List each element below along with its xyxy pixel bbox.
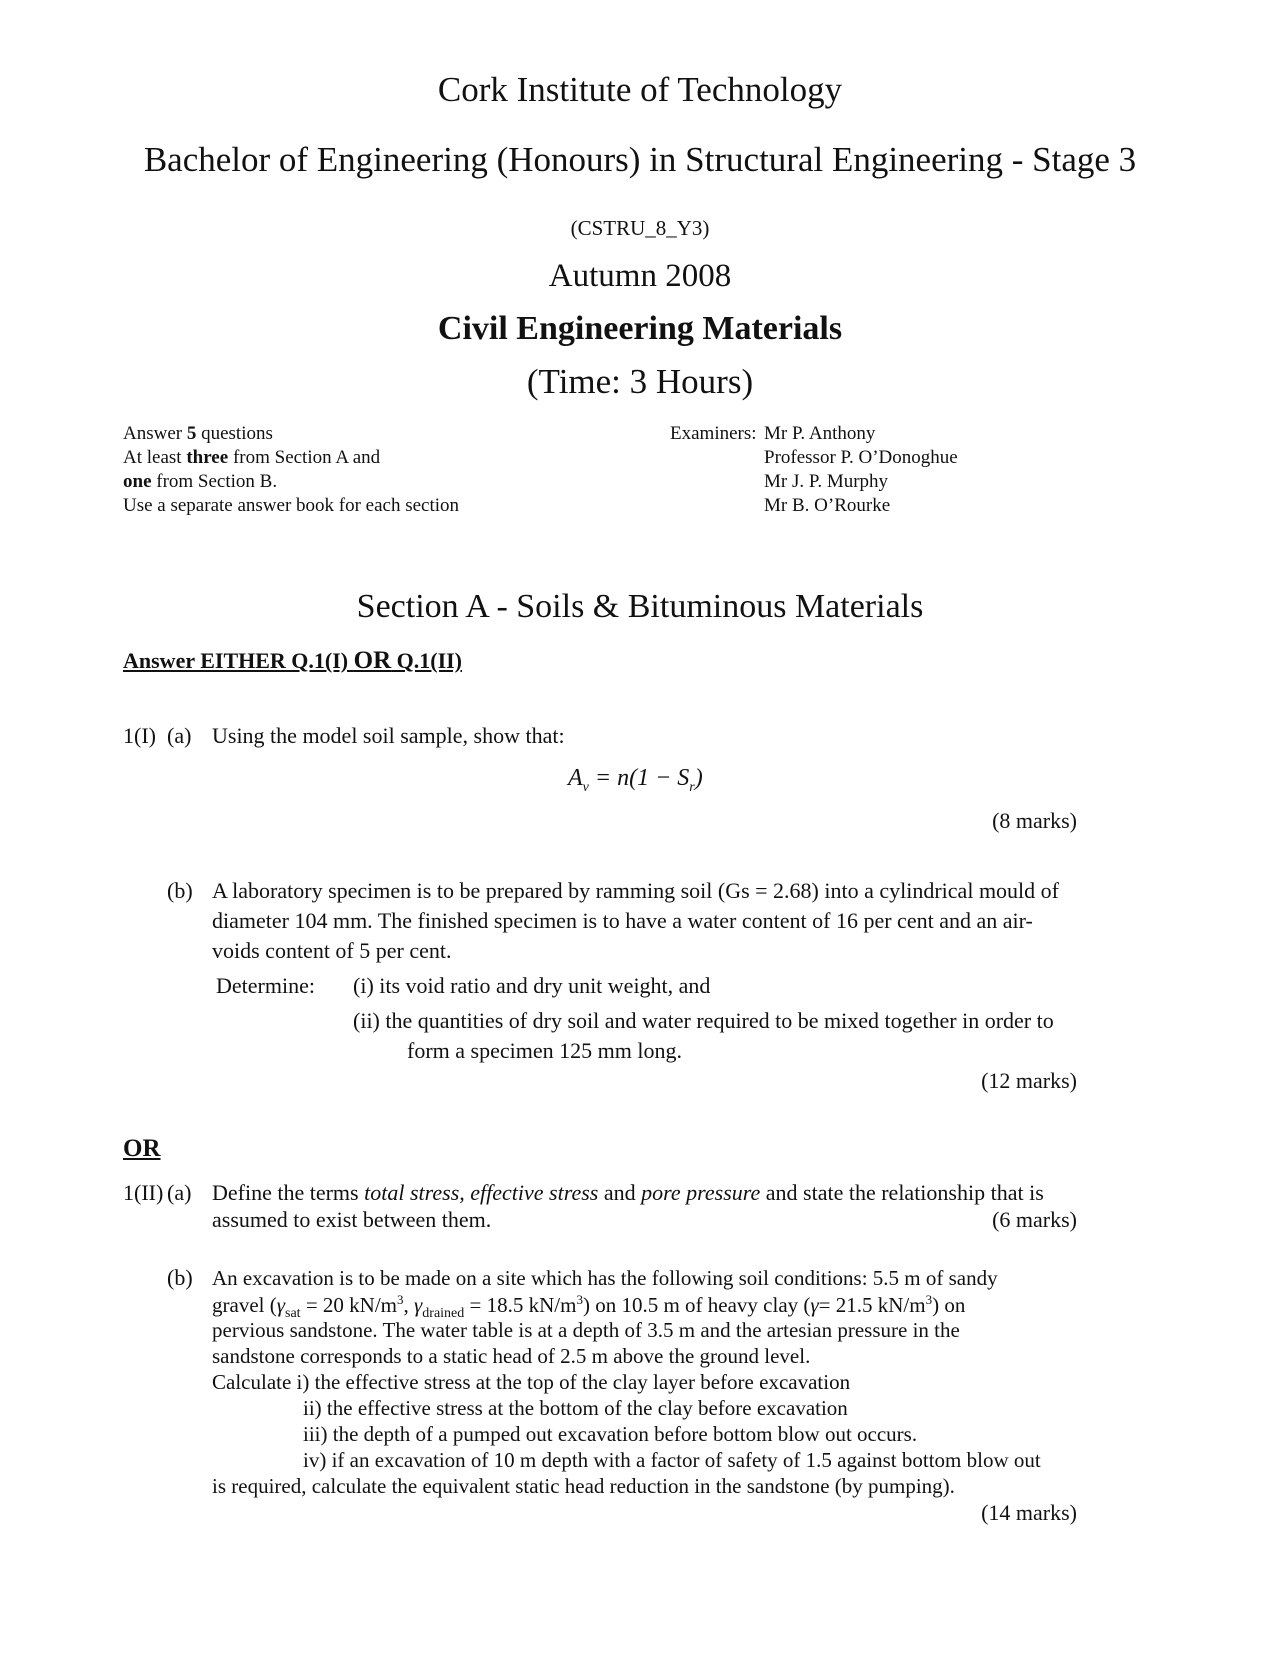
course-code: (CSTRU_8_Y3) — [570, 216, 710, 240]
part-a-text: Using the model soil sample, show that: — [212, 723, 565, 748]
part-a-text: assumed to exist between them. — [212, 1207, 492, 1232]
examiner-name: Professor P. O’Donoghue — [764, 447, 958, 468]
examiner-name: Mr P. Anthony — [764, 423, 876, 444]
part-b-line: A laboratory specimen is to be prepared by ramming soil (Gs = 2.68) into a cylindrical mould of — [212, 878, 1059, 903]
part-label: (a) — [167, 723, 192, 748]
determine-item: (i) its void ratio and dry unit weight, and — [353, 973, 711, 998]
or-divider: OR — [123, 1135, 161, 1162]
exam-duration: (Time: 3 Hours) — [526, 362, 754, 401]
question-number: 1(II) — [123, 1180, 164, 1205]
subject-title: Civil Engineering Materials — [437, 310, 843, 347]
marks: (6 marks) — [992, 1207, 1077, 1232]
part-b-line: voids content of 5 per cent. — [212, 938, 452, 963]
part-label: (a) — [167, 1180, 192, 1205]
instruction-line-1: Answer 5 questions — [123, 423, 273, 444]
question-number: 1(I) — [123, 723, 156, 748]
part-b-line: An excavation is to be made on a site which has the following soil conditions: 5.5 m of sandy — [212, 1266, 998, 1290]
programme-title: Bachelor of Engineering (Honours) in Structural Engineering - Stage 3 — [143, 140, 1137, 179]
part-b-line: sandstone corresponds to a static head of 2.5 m above the ground level. — [212, 1344, 811, 1368]
section-a-title: Section A - Soils & Bituminous Materials — [356, 588, 924, 625]
determine-label: Determine: — [216, 973, 315, 998]
determine-item: form a specimen 125 mm long. — [407, 1038, 682, 1063]
part-b-line: Calculate i) the effective stress at the top of the clay layer before excavation — [212, 1370, 851, 1394]
examiner-name: Mr J. P. Murphy — [764, 471, 889, 492]
section-instruction: Answer EITHER Q.1(I) OR Q.1(II) — [123, 647, 463, 674]
institution-title: Cork Institute of Technology — [437, 70, 843, 109]
exam-session: Autumn 2008 — [548, 258, 732, 294]
part-b-line: iv) if an excavation of 10 m depth with a factor of safety of 1.5 against bottom blow out — [303, 1448, 1041, 1472]
part-b-line: diameter 104 mm. The finished specimen is to have a water content of 16 per cent and an air- — [212, 908, 1033, 933]
marks: (12 marks) — [981, 1068, 1077, 1093]
part-b-line: is required, calculate the equivalent static head reduction in the sandstone (by pumping). — [212, 1474, 955, 1498]
part-a-text: Define the terms total stress, effective stress and pore pressure and state the relationship that is — [212, 1180, 1044, 1205]
instruction-line-4: Use a separate answer book for each section — [123, 495, 460, 516]
instruction-line-2: At least three from Section A and — [123, 447, 381, 468]
marks: (8 marks) — [992, 808, 1077, 833]
part-b-line: ii) the effective stress at the bottom of the clay before excavation — [303, 1396, 848, 1420]
part-b-line: iii) the depth of a pumped out excavation before bottom blow out occurs. — [303, 1422, 918, 1446]
examiner-name: Mr B. O’Rourke — [764, 495, 891, 516]
marks: (14 marks) — [981, 1500, 1077, 1525]
part-b-line: pervious sandstone. The water table is at a depth of 3.5 m and the artesian pressure in the — [212, 1318, 960, 1342]
part-b-line: gravel ($\gamma_{sat} = 20$ $kN/m^3$, $\gamma_{drained} = 18.5$ $kN/m^3$) on 10.5 m of heavy clay (γ= 21.5 $kN/m^3$) on — [212, 1292, 966, 1322]
part-label: (b) — [167, 878, 193, 903]
examiners-label: Examiners: — [670, 423, 757, 444]
instruction-line-3: one from Section B. — [123, 471, 278, 492]
part-label: (b) — [167, 1265, 193, 1290]
determine-item: (ii) the quantities of dry soil and water required to be mixed together in order to — [353, 1008, 1054, 1033]
equation: $A_v = n(1 - S_r)$ — [568, 765, 703, 795]
